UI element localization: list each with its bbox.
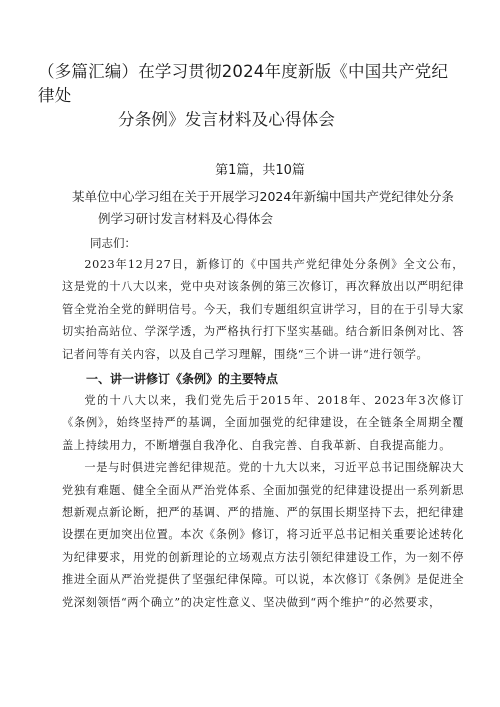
article-title-line-1: 某单位中心学习组在关于开展学习2024年新编中国共产党纪律处分条	[72, 189, 454, 204]
body-paragraph: 一是与时俱进完善纪律规范。党的十九大以来，习近平总书记围绕解决大党独有难题、健全全面从严治党体系、全面加强党的纪律建设提出一系列新思想新观点新论断，把严的基调、严的措施、严的氛围长期坚持下去，把纪律建设摆在更加突出位置。本次《条例》修订，将习近平总书记相关重要论述转化为纪律要求，用党的创新理论的立场观点方法引领纪律建设工作，为一刻不停推进全面从严治党提供了坚强纪律保障。可以说，本次修订《条例》是促进全党深刻领悟“两个确立”的决定性意义、坚决做到“两个维护”的必然要求，	[62, 461, 464, 609]
intro-paragraph: 2023年12月27日，新修订的《中国共产党纪律处分条例》全文公布，这是党的十八大以来，党中央对该条例的第三次修订，再次释放出以严明纪律管全党治全党的鲜明信号。今天，我们专题组织宣讲学习，目的在于引导大家切实抬高站位、学深学透，为严格执行打下坚实基础。结合新旧条例对比、答记者问等有关内容，以及自己学习理解，围绕“三个讲一讲“进行领学。	[62, 258, 464, 361]
document-title-line-1: （多篇汇编）在学习贯彻2024年度新版《中国共产党纪律处	[38, 62, 449, 105]
document-title-line-2: 分条例》发言材料及心得体会	[118, 110, 336, 129]
body-paragraph: 党的十八大以来，我们党先后于2015年、2018年、2023年3次修订《条例》，始终坚持严的基调，全面加强党的纪律建设，在全链条全周期全覆盖上持续用力，不断增强自我净化、自我完善、自我革新、自我提高能力。	[62, 394, 464, 452]
salutation: 同志们：	[90, 236, 136, 250]
chapter-label: 第1篇，共10篇	[215, 163, 305, 178]
document-title	[38, 60, 464, 132]
article-title-line-2: 例学习研讨发言材料及心得体会	[98, 211, 274, 226]
section-heading: 一、讲一讲修订《条例》的主要特点	[86, 372, 279, 387]
article-title	[72, 186, 464, 230]
